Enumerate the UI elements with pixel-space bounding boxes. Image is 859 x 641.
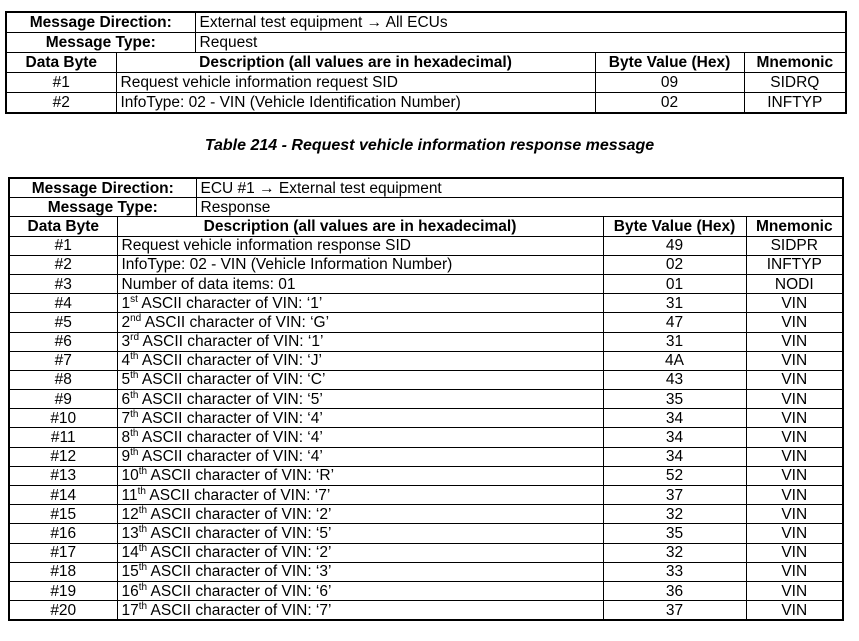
data-byte-cell: #15 [9, 505, 117, 524]
mnemonic-cell: VIN [746, 581, 843, 600]
description-text: ASCII character of VIN: ‘4’ [138, 448, 323, 466]
description-cell [117, 370, 603, 389]
description-cell [117, 505, 603, 524]
description-text: ASCII character of VIN: ‘G’ [141, 313, 330, 331]
ordinal-suffix: nd [130, 312, 142, 324]
table-row [9, 351, 843, 370]
data-byte-cell: #12 [9, 447, 117, 466]
mnemonic-cell: INFTYP [746, 255, 843, 274]
data-byte-cell: #16 [9, 524, 117, 543]
mnemonic-cell: VIN [746, 313, 843, 332]
byte-value-cell: 32 [603, 543, 746, 562]
description-cell [117, 562, 603, 581]
table-header-row [9, 217, 843, 236]
mnemonic-cell: VIN [746, 466, 843, 485]
description-cell: Number of data items: 01 [117, 274, 603, 293]
ordinal-number: 3 [121, 333, 131, 351]
table-row [9, 581, 843, 600]
ordinal-number: 6 [121, 390, 131, 408]
description-text: ASCII character of VIN: ‘6’ [147, 582, 332, 600]
ordinal-number: 17 [121, 601, 139, 619]
ordinal-suffix: th [130, 447, 139, 459]
data-byte-cell: #1 [6, 73, 116, 93]
description-cell [117, 332, 603, 351]
table-row [9, 524, 843, 543]
description-text: ASCII character of VIN: ‘2’ [147, 505, 332, 523]
description-text: ASCII character of VIN: ‘R’ [147, 467, 335, 485]
ordinal-suffix: th [130, 370, 139, 382]
ordinal-number: 16 [121, 582, 139, 600]
byte-value-cell: 31 [603, 332, 746, 351]
data-byte-cell: #7 [9, 351, 117, 370]
mnemonic-cell: VIN [746, 447, 843, 466]
ordinal-suffix: th [138, 600, 148, 612]
table-row [9, 543, 843, 562]
description-text: ASCII character of VIN: ‘5’ [147, 524, 332, 542]
data-byte-cell: #6 [9, 332, 117, 351]
description-cell [117, 409, 603, 428]
ordinal-suffix: st [130, 293, 138, 305]
data-byte-cell: #2 [9, 255, 117, 274]
message-direction-label: Message Direction: [9, 178, 196, 198]
description-cell [117, 313, 603, 332]
data-byte-cell: #5 [9, 313, 117, 332]
byte-value-cell: 34 [603, 428, 746, 447]
header-mnemonic: Mnemonic [744, 53, 846, 73]
header-data-byte: Data Byte [9, 217, 117, 236]
table-row [9, 447, 843, 466]
table-row [9, 332, 843, 351]
mnemonic-cell: VIN [746, 370, 843, 389]
mnemonic-cell: VIN [746, 543, 843, 562]
mnemonic-cell: NODI [746, 274, 843, 293]
message-type-value: Request [195, 33, 846, 53]
message-type-label: Message Type: [6, 33, 195, 53]
data-byte-cell: #3 [9, 274, 117, 293]
data-byte-cell: #9 [9, 390, 117, 409]
description-cell [117, 466, 603, 485]
description-cell [117, 294, 603, 313]
description-cell [117, 524, 603, 543]
description-cell: Request vehicle information request SID [116, 73, 595, 93]
description-text: ASCII character of VIN: ‘J’ [138, 352, 322, 370]
description-cell [117, 581, 603, 600]
table-caption: Table 214 - Request vehicle information response message [204, 137, 655, 154]
description-text: ASCII character of VIN: ‘7’ [147, 601, 332, 619]
description-text: ASCII character of VIN: ‘1’ [139, 333, 324, 351]
byte-value-cell: 35 [603, 524, 746, 543]
mnemonic-cell: VIN [746, 351, 843, 370]
table-row [9, 294, 843, 313]
byte-value-cell: 36 [603, 581, 746, 600]
ordinal-suffix: th [138, 523, 148, 535]
byte-value-cell: 47 [603, 313, 746, 332]
table-row [9, 562, 843, 581]
ordinal-number: 14 [121, 544, 139, 562]
data-byte-cell: #14 [9, 486, 117, 505]
table-row [9, 236, 843, 255]
table-row [9, 505, 843, 524]
table-row [9, 486, 843, 505]
mnemonic-cell: VIN [746, 332, 843, 351]
byte-value-cell: 34 [603, 447, 746, 466]
ordinal-number: 1 [121, 294, 131, 312]
data-byte-cell: #18 [9, 562, 117, 581]
mnemonic-cell: VIN [746, 601, 843, 621]
table-row [9, 466, 843, 485]
ordinal-suffix: th [138, 543, 148, 555]
byte-value-cell: 35 [603, 390, 746, 409]
mnemonic-cell: VIN [746, 409, 843, 428]
data-byte-cell: #1 [9, 236, 117, 255]
table-row [9, 428, 843, 447]
request-message-table [5, 11, 847, 114]
byte-value-cell: 02 [595, 93, 744, 114]
byte-value-cell: 01 [603, 274, 746, 293]
description-cell: Request vehicle information response SID [117, 236, 603, 255]
table-row [6, 73, 846, 93]
description-cell [117, 351, 603, 370]
ordinal-number: 5 [121, 371, 131, 389]
description-text: ASCII character of VIN: ‘3’ [147, 563, 332, 581]
message-type-value: Response [196, 198, 843, 217]
byte-value-cell: 31 [603, 294, 746, 313]
mnemonic-cell: VIN [746, 294, 843, 313]
header-byte-value: Byte Value (Hex) [603, 217, 746, 236]
mnemonic-cell: VIN [746, 390, 843, 409]
ordinal-suffix: th [138, 466, 148, 478]
mnemonic-cell: VIN [746, 428, 843, 447]
description-cell [117, 601, 603, 621]
data-byte-cell: #2 [6, 93, 116, 114]
ordinal-suffix: th [130, 351, 139, 363]
ordinal-number: 11 [121, 486, 138, 504]
ordinal-number: 9 [121, 448, 131, 466]
byte-value-cell: 4A [603, 351, 746, 370]
ordinal-number: 10 [121, 467, 139, 485]
mnemonic-cell: VIN [746, 562, 843, 581]
header-data-byte: Data Byte [6, 53, 116, 73]
ordinal-number: 12 [121, 505, 139, 523]
ordinal-number: 2 [121, 313, 131, 331]
description-text: ASCII character of VIN: ‘4’ [138, 429, 323, 447]
description-text: ASCII character of VIN: ‘5’ [138, 390, 323, 408]
header-byte-value: Byte Value (Hex) [595, 53, 744, 73]
message-direction-value: ECU #1 → External test equipment [196, 178, 843, 198]
mnemonic-cell: INFTYP [744, 93, 846, 114]
byte-value-cell: 02 [603, 255, 746, 274]
description-text: ASCII character of VIN: ‘1’ [137, 294, 323, 312]
ordinal-suffix: th [137, 485, 146, 497]
response-message-table [8, 177, 844, 621]
description-cell [117, 486, 603, 505]
message-type-label: Message Type: [9, 198, 196, 217]
message-direction-label: Message Direction: [6, 12, 195, 33]
ordinal-number: 15 [121, 563, 139, 581]
mnemonic-cell: VIN [746, 524, 843, 543]
ordinal-suffix: th [130, 408, 139, 420]
mnemonic-cell: VIN [746, 505, 843, 524]
description-cell: InfoType: 02 - VIN (Vehicle Information Number) [117, 255, 603, 274]
byte-value-cell: 34 [603, 409, 746, 428]
description-cell: InfoType: 02 - VIN (Vehicle Identification Number) [116, 93, 595, 114]
data-byte-cell: #13 [9, 466, 117, 485]
ordinal-suffix: th [138, 581, 148, 593]
data-byte-cell: #4 [9, 294, 117, 313]
description-text: ASCII character of VIN: ‘4’ [138, 409, 323, 427]
byte-value-cell: 37 [603, 486, 746, 505]
mnemonic-cell: VIN [746, 486, 843, 505]
ordinal-number: 13 [121, 524, 139, 542]
ordinal-suffix: th [130, 428, 139, 440]
ordinal-number: 7 [121, 409, 131, 427]
byte-value-cell: 37 [603, 601, 746, 621]
mnemonic-cell: SIDRQ [744, 73, 846, 93]
ordinal-number: 8 [121, 429, 131, 447]
byte-value-cell: 49 [603, 236, 746, 255]
mnemonic-cell: SIDPR [746, 236, 843, 255]
ordinal-number: 4 [121, 352, 131, 370]
table-row [9, 601, 843, 621]
ordinal-suffix: th [138, 562, 148, 574]
table-row [9, 409, 843, 428]
description-text: ASCII character of VIN: ‘C’ [138, 371, 326, 389]
data-byte-cell: #8 [9, 370, 117, 389]
description-text: ASCII character of VIN: ‘7’ [145, 486, 331, 504]
data-byte-cell: #19 [9, 581, 117, 600]
table-header-row [6, 53, 846, 73]
message-direction-value: External test equipment → All ECUs [195, 12, 846, 33]
description-cell [117, 390, 603, 409]
ordinal-suffix: th [138, 504, 148, 516]
data-byte-cell: #17 [9, 543, 117, 562]
description-cell [117, 543, 603, 562]
table-row [9, 255, 843, 274]
table-row [9, 274, 843, 293]
ordinal-suffix: rd [130, 332, 140, 344]
table-row [9, 390, 843, 409]
ordinal-suffix: th [130, 389, 139, 401]
byte-value-cell: 43 [603, 370, 746, 389]
data-byte-cell: #10 [9, 409, 117, 428]
description-cell [117, 447, 603, 466]
header-description: Description (all values are in hexadecimal) [117, 217, 603, 236]
header-description: Description (all values are in hexadecimal) [116, 53, 595, 73]
description-cell [117, 428, 603, 447]
byte-value-cell: 52 [603, 466, 746, 485]
description-text: ASCII character of VIN: ‘2’ [147, 544, 332, 562]
header-mnemonic: Mnemonic [746, 217, 843, 236]
data-byte-cell: #20 [9, 601, 117, 621]
byte-value-cell: 09 [595, 73, 744, 93]
table-row [9, 370, 843, 389]
data-byte-cell: #11 [9, 428, 117, 447]
table-row [6, 93, 846, 114]
byte-value-cell: 33 [603, 562, 746, 581]
byte-value-cell: 32 [603, 505, 746, 524]
table-row [9, 313, 843, 332]
